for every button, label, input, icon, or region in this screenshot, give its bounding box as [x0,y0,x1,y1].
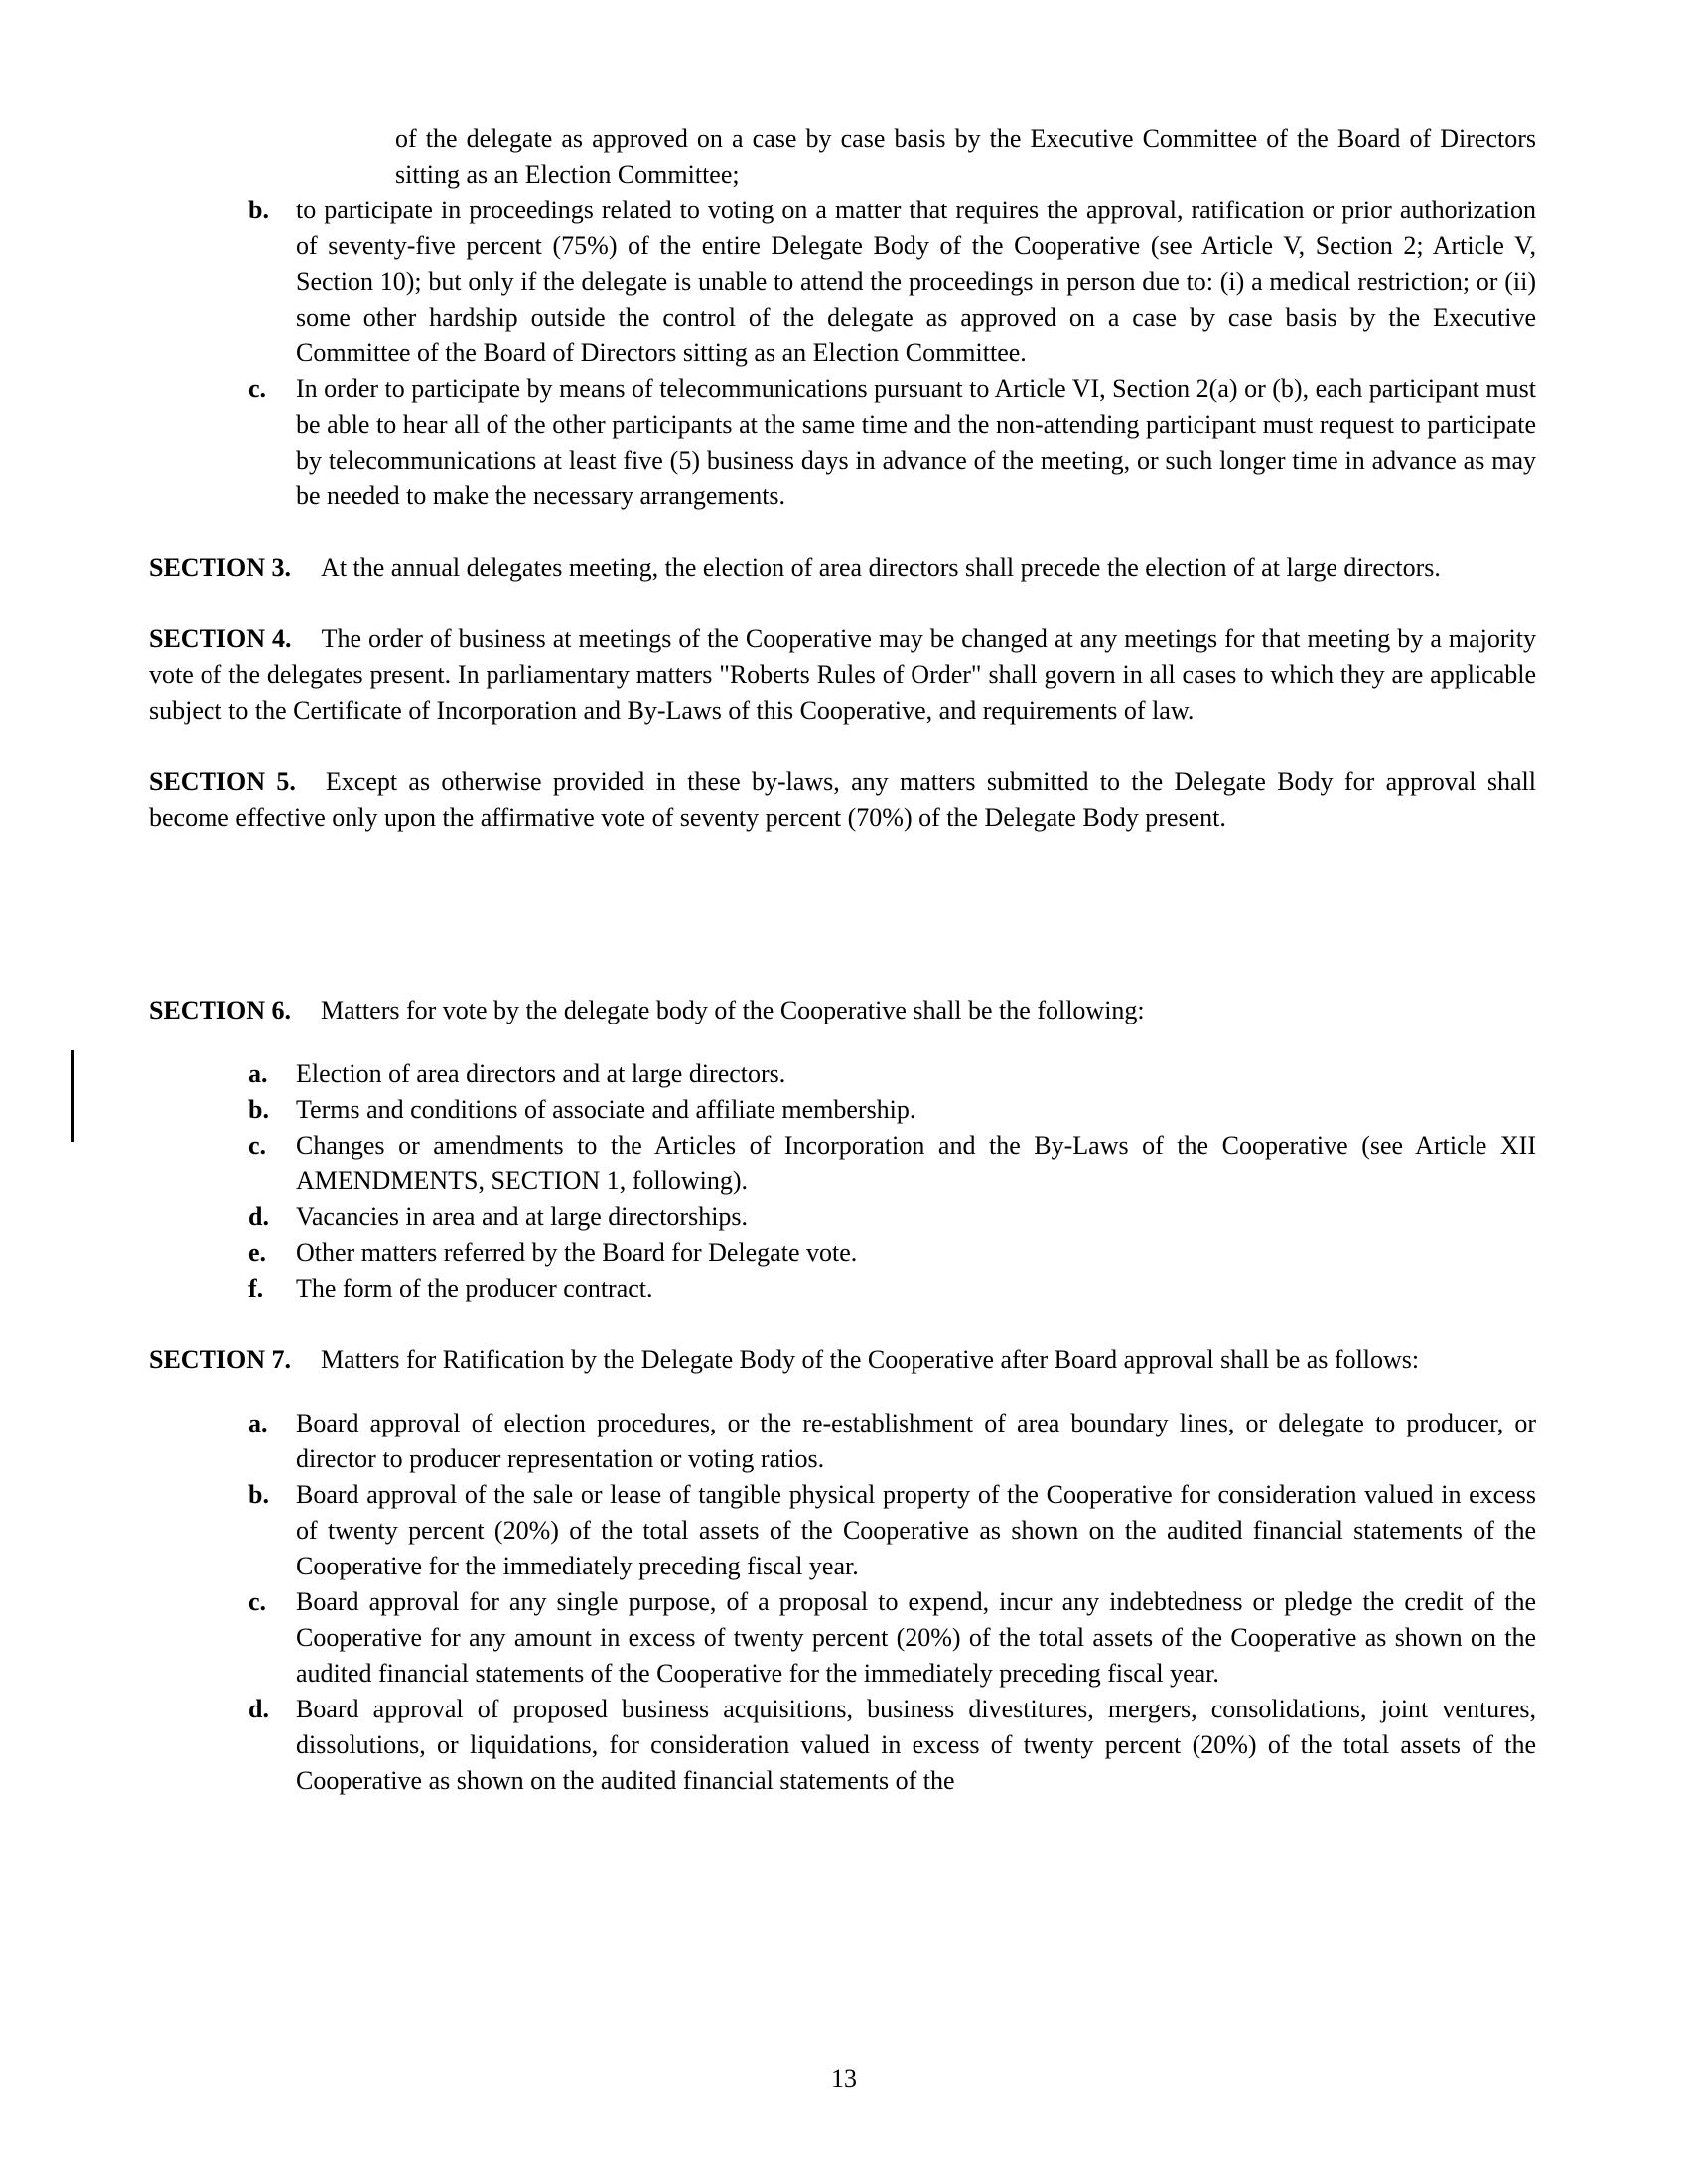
list-item-label: b. [248,196,269,224]
list-item-text: Board approval for any single purpose, of a proposal to expend, incur any indebtedness or pledge the credit of the Cooperative for any amount in excess of twenty percent (20%) of the total assets of the Cooperative as shown on the audited financial statements of the Cooperative for the immediately preceding fiscal year. [296,1587,1536,1688]
list-item-a [248,1056,1536,1092]
section-7-ratification-list [248,1406,1536,1799]
list-item-label: d. [248,1695,269,1723]
list-item-label: f. [248,1274,264,1302]
list-item-b [248,193,1536,371]
page-number: 13 [831,2064,857,2093]
section-5-heading: SECTION 5. [149,767,296,796]
list-item-text: Election of area directors and at large directors. [296,1059,786,1088]
section-4-body: The order of business at meetings of the Cooperative may be changed at any meetings for that meeting by a majority vote of the delegates present. In parliamentary matters "Roberts Rules of Order" shall govern in all cases to which they are applicable subject to the Certificate of Incorporation and By-Laws of this Cooperative, and requirements of law. [149,624,1536,725]
list-item-e [248,1235,1536,1271]
section-7-body: Matters for Ratification by the Delegate Body of the Cooperative after Board approval shall be as follows: [321,1345,1420,1374]
list-item-label: a. [248,1409,268,1437]
list-item-text: Changes or amendments to the Articles of Incorporation and the By-Laws of the Cooperative (see Article XII AMENDMENTS, SECTION 1, following). [296,1131,1536,1195]
list-item-text: The form of the producer contract. [296,1274,653,1302]
section-5-body: Except as otherwise provided in these by-laws, any matters submitted to the Delegate Body for approval shall become effective only upon the affirmative vote of seventy percent (70%) of the Delegate Body present. [149,767,1536,832]
section-3-body: At the annual delegates meeting, the election of area directors shall precede the election of at large directors. [321,553,1441,582]
list-item-b [248,1092,1536,1128]
list-item-label: d. [248,1202,269,1231]
list-item-text: Terms and conditions of associate and affiliate membership. [296,1095,916,1124]
list-item-d [248,1692,1536,1799]
list-item-f [248,1271,1536,1306]
list-item-text: Other matters referred by the Board for Delegate vote. [296,1238,858,1267]
list-item-label: c. [248,1131,267,1160]
list-item-label: b. [248,1480,269,1509]
list-item-continuation: of the delegate as approved on a case by case basis by the Executive Committee of the Board of Directors sitting as an Election Committee; [395,124,1536,189]
list-item-text: Board approval of the sale or lease of tangible physical property of the Cooperative for consideration valued in excess of twenty percent (20%) of the total assets of the Cooperative as shown on the audited financial statements of the Cooperative for the immediately preceding fiscal year. [296,1480,1536,1580]
list-item-label: e. [248,1238,267,1267]
list-item-text: In order to participate by means of telecommunications pursuant to Article VI, Section 2(a) or (b), each participant must be able to hear all of the other participants at the same time and the non-attending participant must request to participate by telecommunications at least five (5) business days in advance of the meeting, or such longer time in advance as may be needed to make the necessary arrangements. [296,374,1536,510]
list-item-d [248,1199,1536,1235]
section-4-paragraph [149,621,1536,729]
list-item-text: Board approval of proposed business acquisitions, business divestitures, mergers, consolidations, joint ventures, dissolutions, or liquidations, for consideration valued in excess of twenty percent (20%) of the total assets of the Cooperative as shown on the audited financial statements of the [296,1695,1536,1795]
list-item-label: c. [248,1587,267,1616]
list-item-label: a. [248,1059,268,1088]
list-item-label: b. [248,1095,269,1124]
section-3-paragraph [149,550,1536,586]
revision-change-bar [71,1050,74,1142]
list-item-text: to participate in proceedings related to voting on a matter that requires the approval, ratification or prior authorization of seventy-five percent (75%) of the entire Delegate Body of the Cooperative (see Article V, Section 2; Article V, Section 10); but only if the delegate is unable to attend the proceedings in person due to: (i) a medical restriction; or (ii) some other hardship outside the control of the delegate as approved on a case by case basis by the Executive Committee of the Board of Directors sitting as an Election Committee. [296,196,1536,367]
section-4-heading: SECTION 4. [149,624,292,653]
document-content [149,121,1536,1799]
section-7-paragraph [149,1342,1536,1378]
section-6-matters-list [248,1056,1536,1306]
section-7-heading: SECTION 7. [149,1345,292,1374]
list-item-text: Board approval of election procedures, or the re-establishment of area boundary lines, or delegate to producer, or director to producer representation or voting ratios. [296,1409,1536,1473]
list-item-b [248,1477,1536,1584]
list-item-c [248,1128,1536,1199]
section-6-body: Matters for vote by the delegate body of the Cooperative shall be the following: [321,996,1145,1024]
list-item-c [248,1584,1536,1692]
section-5-paragraph [149,764,1536,836]
list-item-label: c. [248,374,267,403]
list-item-c [248,371,1536,514]
list-item-text: Vacancies in area and at large directorships. [296,1202,749,1231]
telecommunications-provisions-list [248,121,1536,514]
list-item-a [248,1406,1536,1477]
section-6-heading: SECTION 6. [149,996,292,1024]
section-3-heading: SECTION 3. [149,553,292,582]
section-6-paragraph [149,993,1536,1028]
